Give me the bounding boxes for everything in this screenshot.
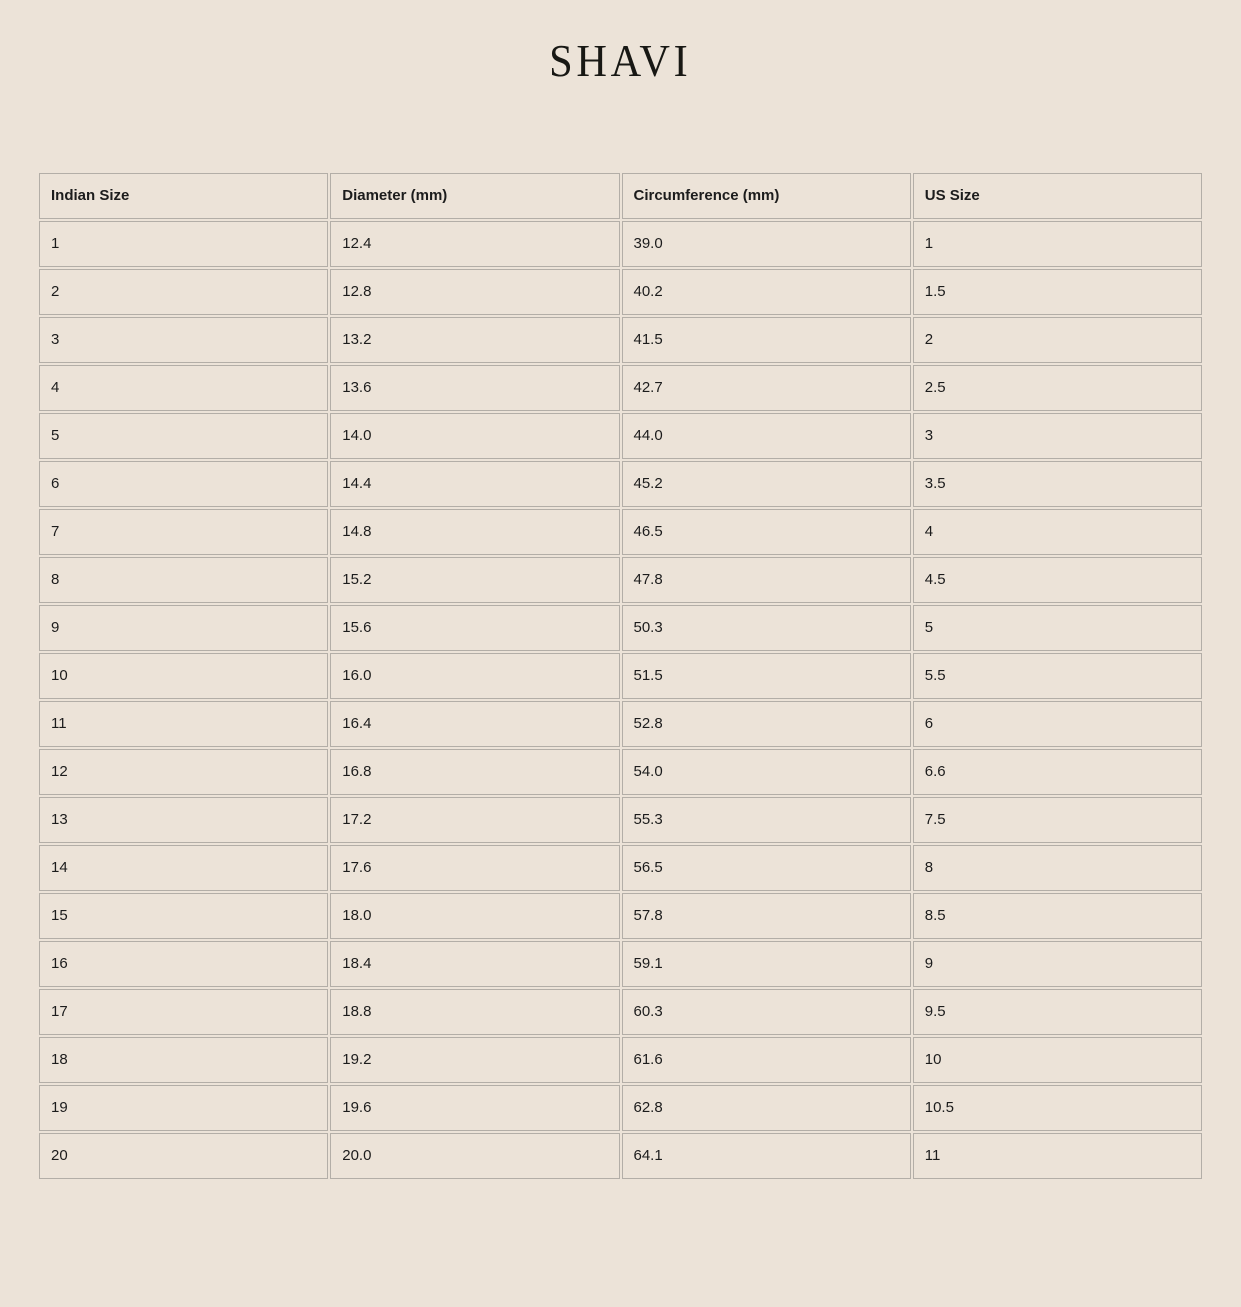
- table-row: [39, 605, 1202, 651]
- table-row: [39, 941, 1202, 987]
- table-row: [39, 221, 1202, 267]
- table-row: [39, 845, 1202, 891]
- table-cell: 18: [39, 1037, 328, 1083]
- table-row: [39, 797, 1202, 843]
- ring-size-table: [37, 171, 1204, 1181]
- column-header: Circumference (mm): [622, 173, 911, 219]
- table-cell: 16.8: [330, 749, 619, 795]
- table-cell: 13: [39, 797, 328, 843]
- table-cell: 6: [913, 701, 1202, 747]
- table-cell: 14.4: [330, 461, 619, 507]
- table-cell: 14: [39, 845, 328, 891]
- table-cell: 64.1: [622, 1133, 911, 1179]
- table-cell: 4.5: [913, 557, 1202, 603]
- table-cell: 10.5: [913, 1085, 1202, 1131]
- table-cell: 47.8: [622, 557, 911, 603]
- table-cell: 11: [913, 1133, 1202, 1179]
- table-cell: 19.6: [330, 1085, 619, 1131]
- table-cell: 4: [913, 509, 1202, 555]
- table-cell: 42.7: [622, 365, 911, 411]
- table-row: [39, 653, 1202, 699]
- table-cell: 10: [913, 1037, 1202, 1083]
- table-cell: 15: [39, 893, 328, 939]
- table-cell: 46.5: [622, 509, 911, 555]
- table-cell: 60.3: [622, 989, 911, 1035]
- table-cell: 6: [39, 461, 328, 507]
- table-cell: 11: [39, 701, 328, 747]
- table-cell: 20: [39, 1133, 328, 1179]
- table-cell: 12.4: [330, 221, 619, 267]
- table-cell: 6.6: [913, 749, 1202, 795]
- table-cell: 3: [39, 317, 328, 363]
- table-head: [39, 173, 1202, 219]
- table-cell: 16: [39, 941, 328, 987]
- table-cell: 14.0: [330, 413, 619, 459]
- table-cell: 1: [913, 221, 1202, 267]
- table-cell: 18.0: [330, 893, 619, 939]
- table-cell: 5: [913, 605, 1202, 651]
- table-cell: 54.0: [622, 749, 911, 795]
- size-chart-section: [0, 171, 1241, 1181]
- table-cell: 9: [913, 941, 1202, 987]
- table-cell: 14.8: [330, 509, 619, 555]
- table-row: [39, 509, 1202, 555]
- brand-logo[interactable]: SHAVI: [549, 35, 692, 86]
- table-cell: 2: [39, 269, 328, 315]
- table-cell: 41.5: [622, 317, 911, 363]
- table-cell: 8: [39, 557, 328, 603]
- table-cell: 5.5: [913, 653, 1202, 699]
- table-row: [39, 269, 1202, 315]
- table-cell: 17: [39, 989, 328, 1035]
- table-cell: 57.8: [622, 893, 911, 939]
- table-row: [39, 1133, 1202, 1179]
- table-cell: 5: [39, 413, 328, 459]
- table-cell: 1: [39, 221, 328, 267]
- table-cell: 9.5: [913, 989, 1202, 1035]
- table-cell: 12.8: [330, 269, 619, 315]
- table-cell: 1.5: [913, 269, 1202, 315]
- table-cell: 16.4: [330, 701, 619, 747]
- table-cell: 17.2: [330, 797, 619, 843]
- table-row: [39, 317, 1202, 363]
- table-cell: 17.6: [330, 845, 619, 891]
- table-cell: 4: [39, 365, 328, 411]
- table-row: [39, 1037, 1202, 1083]
- table-row: [39, 461, 1202, 507]
- table-cell: 50.3: [622, 605, 911, 651]
- table-row: [39, 749, 1202, 795]
- table-cell: 45.2: [622, 461, 911, 507]
- table-cell: 51.5: [622, 653, 911, 699]
- table-cell: 61.6: [622, 1037, 911, 1083]
- table-cell: 3: [913, 413, 1202, 459]
- table-cell: 15.2: [330, 557, 619, 603]
- table-cell: 56.5: [622, 845, 911, 891]
- column-header: US Size: [913, 173, 1202, 219]
- table-cell: 9: [39, 605, 328, 651]
- table-row: [39, 413, 1202, 459]
- table-cell: 20.0: [330, 1133, 619, 1179]
- header-row: [39, 173, 1202, 219]
- column-header: Indian Size: [39, 173, 328, 219]
- table-cell: 3.5: [913, 461, 1202, 507]
- table-cell: 19.2: [330, 1037, 619, 1083]
- table-cell: 18.8: [330, 989, 619, 1035]
- table-cell: 62.8: [622, 1085, 911, 1131]
- table-row: [39, 893, 1202, 939]
- table-cell: 8.5: [913, 893, 1202, 939]
- table-cell: 10: [39, 653, 328, 699]
- table-cell: 7: [39, 509, 328, 555]
- table-cell: 44.0: [622, 413, 911, 459]
- table-row: [39, 989, 1202, 1035]
- table-cell: 40.2: [622, 269, 911, 315]
- table-cell: 13.2: [330, 317, 619, 363]
- table-cell: 12: [39, 749, 328, 795]
- table-cell: 13.6: [330, 365, 619, 411]
- table-row: [39, 365, 1202, 411]
- table-cell: 16.0: [330, 653, 619, 699]
- table-cell: 59.1: [622, 941, 911, 987]
- table-cell: 8: [913, 845, 1202, 891]
- table-cell: 2: [913, 317, 1202, 363]
- site-header: [0, 0, 1241, 87]
- table-cell: 18.4: [330, 941, 619, 987]
- table-row: [39, 701, 1202, 747]
- table-cell: 55.3: [622, 797, 911, 843]
- table-cell: 52.8: [622, 701, 911, 747]
- table-cell: 19: [39, 1085, 328, 1131]
- table-cell: 15.6: [330, 605, 619, 651]
- table-cell: 39.0: [622, 221, 911, 267]
- table-row: [39, 557, 1202, 603]
- table-body: [39, 221, 1202, 1179]
- table-row: [39, 1085, 1202, 1131]
- table-cell: 7.5: [913, 797, 1202, 843]
- table-cell: 2.5: [913, 365, 1202, 411]
- column-header: Diameter (mm): [330, 173, 619, 219]
